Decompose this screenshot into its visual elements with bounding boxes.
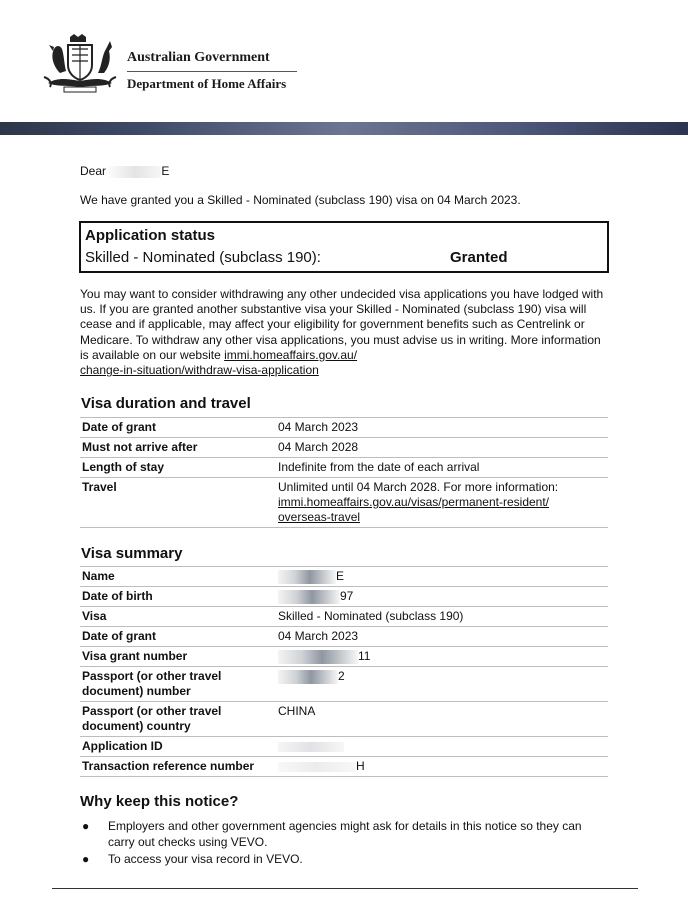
overseas-travel-link[interactable] bbox=[278, 495, 549, 524]
status-title: Application status bbox=[85, 227, 216, 244]
summary-table bbox=[80, 566, 608, 777]
row-label: Application ID bbox=[80, 737, 276, 757]
department-name: Department of Home Affairs bbox=[127, 76, 287, 91]
withdraw-link-line2: change-in-situation/withdraw-visa-application bbox=[80, 363, 319, 378]
withdraw-link-line1: immi.homeaffairs.gov.au/ bbox=[224, 347, 358, 362]
row-label: Travel bbox=[80, 478, 276, 528]
commonwealth-coat-of-arms-icon bbox=[40, 33, 120, 93]
redacted-name bbox=[109, 166, 161, 178]
row-value bbox=[276, 647, 608, 667]
row-label: Date of grant bbox=[80, 627, 276, 647]
duration-table bbox=[80, 417, 608, 528]
table-row bbox=[80, 627, 608, 647]
salutation-name-tail: E bbox=[161, 164, 170, 178]
why-keep-title: Why keep this notice? bbox=[80, 793, 239, 810]
advice-paragraph bbox=[80, 287, 610, 378]
row-label bbox=[80, 702, 276, 737]
row-value bbox=[276, 757, 608, 777]
row-label: Visa grant number bbox=[80, 647, 276, 667]
redacted-field bbox=[278, 570, 336, 584]
row-value: Skilled - Nominated (subclass 190) bbox=[276, 607, 608, 627]
label-line1: Passport (or other travel bbox=[82, 669, 222, 683]
government-name: Australian Government bbox=[127, 50, 270, 65]
summary-section-title: Visa summary bbox=[81, 545, 183, 562]
dob-tail: 97 bbox=[340, 589, 354, 603]
application-status-box bbox=[79, 221, 609, 273]
label-line2: document) country bbox=[82, 719, 191, 733]
label-line2: document) number bbox=[82, 684, 191, 698]
grant-number-tail: 11 bbox=[358, 649, 371, 663]
travel-link-line2: overseas-travel bbox=[278, 510, 361, 524]
redacted-field bbox=[278, 590, 340, 604]
travel-link-line1: immi.homeaffairs.gov.au/visas/permanent-resident/ bbox=[278, 495, 550, 509]
row-value bbox=[276, 587, 608, 607]
table-row bbox=[80, 647, 608, 667]
row-label: Must not arrive after bbox=[80, 438, 276, 458]
granted-sentence: We have granted you a Skilled - Nominated (subclass 190) visa on 04 March 2023. bbox=[80, 193, 521, 207]
row-label: Date of birth bbox=[80, 587, 276, 607]
salutation bbox=[80, 164, 169, 178]
table-row bbox=[80, 587, 608, 607]
duration-section-title: Visa duration and travel bbox=[81, 395, 251, 412]
table-row bbox=[80, 737, 608, 757]
label-line1: Passport (or other travel bbox=[82, 704, 222, 718]
bullet-icon: ● bbox=[82, 819, 90, 833]
row-value: 04 March 2023 bbox=[276, 418, 608, 438]
redacted-field bbox=[278, 742, 344, 752]
row-value bbox=[276, 667, 608, 702]
status-visa-name: Skilled - Nominated (subclass 190): bbox=[85, 249, 321, 266]
advice-text: You may want to consider withdrawing any other undecided visa applications you have lodged with us. If you are granted another substantive visa your Skilled - Nominated (subclass 190) visa will cease and if applicable, may affect your eligibility for government benefits such as Centrelink or Medicare. To withdraw any other visa applications, you must advise us in writing. More information is available on our website bbox=[80, 287, 604, 362]
table-row bbox=[80, 567, 608, 587]
redacted-field bbox=[278, 670, 338, 684]
passport-tail: 2 bbox=[338, 669, 345, 683]
header-band bbox=[0, 122, 688, 135]
row-label: Length of stay bbox=[80, 458, 276, 478]
row-label: Visa bbox=[80, 607, 276, 627]
table-row bbox=[80, 667, 608, 702]
table-row bbox=[80, 478, 608, 528]
row-value bbox=[276, 478, 608, 528]
table-row bbox=[80, 438, 608, 458]
table-row bbox=[80, 458, 608, 478]
bullet-icon: ● bbox=[82, 852, 90, 866]
why-keep-list bbox=[80, 819, 610, 870]
footer-divider bbox=[52, 888, 638, 889]
row-label: Name bbox=[80, 567, 276, 587]
list-item bbox=[80, 852, 610, 868]
row-value: CHINA bbox=[276, 702, 608, 737]
trn-tail: H bbox=[356, 759, 365, 773]
table-row bbox=[80, 702, 608, 737]
list-item bbox=[80, 819, 610, 850]
status-value: Granted bbox=[450, 249, 508, 266]
row-value: Indefinite from the date of each arrival bbox=[276, 458, 608, 478]
letterhead bbox=[0, 0, 688, 122]
list-item-text: To access your visa record in VEVO. bbox=[108, 852, 303, 866]
row-label bbox=[80, 667, 276, 702]
row-value bbox=[276, 737, 608, 757]
salutation-word: Dear bbox=[80, 164, 107, 178]
row-label: Transaction reference number bbox=[80, 757, 276, 777]
list-item-text: Employers and other government agencies might ask for details in this notice so they can carry out checks using VEVO. bbox=[108, 819, 582, 849]
row-value: 04 March 2023 bbox=[276, 627, 608, 647]
table-row bbox=[80, 418, 608, 438]
redacted-field bbox=[278, 762, 356, 772]
travel-text: Unlimited until 04 March 2028. For more information: bbox=[278, 480, 559, 494]
row-value bbox=[276, 567, 608, 587]
row-label: Date of grant bbox=[80, 418, 276, 438]
row-value: 04 March 2028 bbox=[276, 438, 608, 458]
table-row bbox=[80, 607, 608, 627]
name-tail: E bbox=[336, 569, 345, 583]
redacted-field bbox=[278, 650, 358, 664]
table-row bbox=[80, 757, 608, 777]
header-divider bbox=[127, 71, 297, 72]
